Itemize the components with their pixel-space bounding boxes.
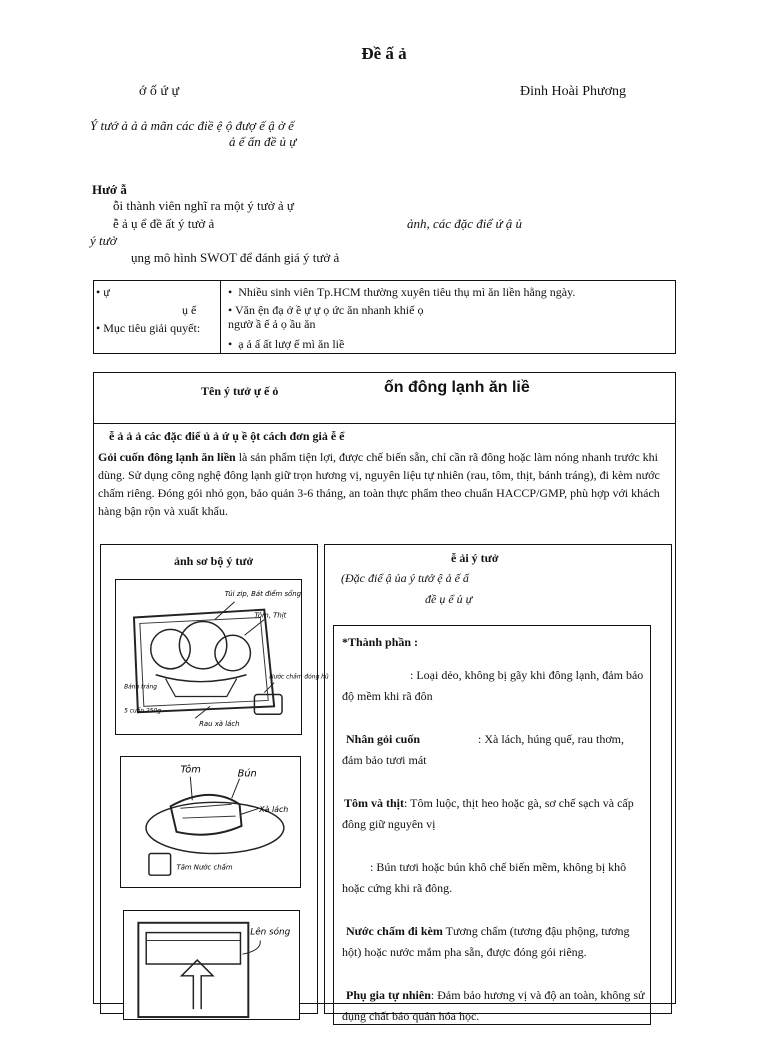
idea-name-label: Tên ý tưở ự ế ỏ (201, 384, 279, 398)
component-item: Phụ gia tự nhiên: Đảm bảo hương vị và độ an toàn, không sử dụng chất bảo quản hóa học. (342, 988, 645, 1023)
table-divider (220, 281, 221, 353)
components-list (342, 632, 646, 1049)
context-label-2: ụ ể (182, 303, 197, 317)
component-item: Tôm và thịt: Tôm luộc, thịt heo hoặc gà, sơ chế sạch và cấp đông giữ nguyên vị (342, 796, 634, 831)
idea-name-value: ốn đông lạnh ăn liề (384, 379, 530, 396)
sketch-microwave-drawing (124, 911, 299, 1019)
sketch-label: Bún (237, 768, 257, 780)
components-title: *Thành phần : (342, 635, 419, 649)
context-label-3: • Mục tiêu giải quyết: (96, 321, 201, 335)
component-item: Nước chấm đi kèm Tương chấm (tương đậu phộng, tương hột) hoặc nước mắm pha sẵn, được đóng gói riêng. (342, 924, 630, 959)
component-item: Nhân gỏi cuốn : Xà lách, húng quế, rau thơm, đảm bảo tươi mát (342, 732, 625, 767)
guidance-heading: Hướ ẫ (92, 182, 127, 197)
sketch-label: Xà lách (259, 805, 289, 815)
author-label: ớ ố ứ ự (139, 84, 180, 99)
desc-paragraph (98, 448, 674, 520)
sketch-label: Lên sóng (250, 927, 291, 938)
sketch-package (115, 579, 329, 735)
guidance-line-3: ý tưở (90, 233, 117, 248)
guidance-line-2b: ảnh, các đặc điể ứ ậ ủ (407, 216, 523, 231)
intro-line-1: Ý tướ ả ả ả mãn các điề ệ ộ đượ ế ậ ở ế (90, 118, 294, 133)
description-panel (324, 544, 672, 1023)
description-subheading-1: (Đặc điể ậ ủa ý tưở ệ ả ế ấ (341, 571, 469, 585)
intro-line-2: ả ế ấn đề ủ ự (229, 134, 297, 149)
sketch-heading: ảnh sơ bộ ý tưở (174, 554, 254, 568)
context-bullet-2b: ngườ ầ ế ả ọ ầu ăn (228, 317, 316, 331)
sketch-label: Tôm (180, 764, 201, 776)
product-description: là sản phẩm tiện lợi, được chế biến sẵn, chỉ cần rã đông hoặc làm nóng nhanh trước khi dùng. Sử dụng công nghệ đông lạnh giữ trọn hương vị, nguyên liệu tự nhiên (rau, tôm, thịt, bánh tráng), đi kèm nước chấm riêng. Đóng gói nhỏ gọn, bảo quản 3-6 tháng, an toàn thực phẩm theo chuẩn HACCP/GMP, phù hợp với khách hàng bận rộn và xuất khẩu. (98, 450, 660, 518)
context-bullet-3: • ạ ả ấ ất lượ ế mì ăn liề (228, 337, 345, 351)
guidance-line-4: ụng mô hình SWOT để đánh giá ý tưở ả (131, 250, 340, 265)
sketch-label: Tôm, Thịt (254, 611, 287, 620)
description-heading: ễ ải ý tưở (451, 551, 499, 565)
sketch-label: Nước chấm đóng hũ (269, 674, 329, 681)
guidance-line-2a: ễ ả ụ ể đề ất ý tưở ả (113, 216, 215, 231)
sketch-label: Túi zip, Bát điếm sống (224, 589, 302, 598)
context-bullet-2: • Văn ện đạ ở ề ự ự ọ ức ăn nhanh khiế ọ (228, 303, 424, 317)
components-box (333, 625, 651, 1025)
product-name: Gỏi cuốn đông lạnh ăn liền (98, 450, 236, 464)
sketch-label: 5 cuốn 250g (124, 708, 161, 715)
sketch-microwave (123, 910, 300, 1020)
sketch-roll (120, 756, 301, 888)
context-label-1: • ự (96, 285, 110, 299)
document-title: Đề ấ ả (361, 44, 407, 63)
desc-heading: ễ ả ả ả các đặc điể ủ ả ứ ụ ề ột cách đơn giả ễ ể (109, 429, 345, 443)
context-table (93, 280, 676, 354)
guidance-line-1: ỗi thành viên nghĩ ra một ý tưở ả ự (113, 198, 294, 213)
sketch-panel (100, 544, 329, 1014)
sketch-roll-drawing (121, 757, 300, 887)
sketch-label: Bánh tráng (124, 684, 158, 691)
sketch-package-drawing (116, 580, 329, 734)
description-subheading-2: đề ụ ể ủ ự (425, 592, 473, 606)
idea-name-box (93, 372, 676, 424)
component-item: : Loại dẻo, không bị gãy khi đông lạnh, đảm bảo độ mềm khi rã đôn (342, 668, 644, 703)
sketch-label: Tăm Nước chấm (176, 863, 233, 872)
idea-description-box (93, 424, 676, 1023)
author-name: Đinh Hoài Phương (520, 84, 626, 99)
context-bullet-1: • Nhiều sinh viên Tp.HCM thường xuyên tiêu thụ mì ăn liền hằng ngày. (228, 285, 576, 299)
sketch-label: Rau xà lách (199, 720, 240, 729)
component-item: : Bún tươi hoặc bún khô chế biến mềm, không bị khô hoặc cứng khi rã đông. (342, 860, 627, 895)
